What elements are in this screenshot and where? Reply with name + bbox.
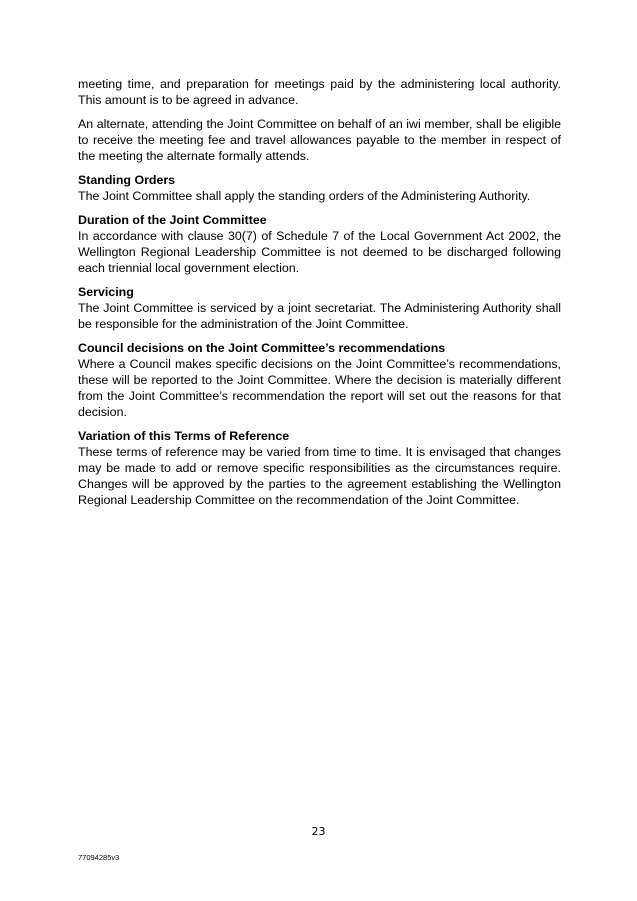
section-standing-orders — [78, 172, 561, 204]
section-servicing — [78, 284, 561, 332]
section-council-decisions — [78, 340, 561, 420]
section-heading: Duration of the Joint Committee — [78, 213, 267, 227]
page-number: 23 — [311, 825, 326, 838]
intro-paragraph: An alternate, attending the Joint Committee on behalf of an iwi member, shall be eligible to receive the meeting fee and travel allowances payable to the member in respect of the meeting the alternate formally attends. — [78, 117, 561, 163]
section-duration — [78, 212, 561, 276]
section-heading: Variation of this Terms of Reference — [78, 429, 290, 443]
section-body: In accordance with clause 30(7) of Schedule 7 of the Local Government Act 2002, the Wellington Regional Leadership Committee is not deemed to be discharged following each triennial local government election. — [78, 229, 561, 275]
section-heading: Servicing — [78, 285, 134, 299]
section-body: Where a Council makes specific decisions on the Joint Committee’s recommendations, these will be reported to the Joint Committee. Where the decision is materially different from the Joint Committee’s recommendation the report will set out the reasons for that decision. — [78, 357, 561, 419]
section-heading: Council decisions on the Joint Committee’s recommendations — [78, 341, 446, 355]
section-body: These terms of reference may be varied from time to time. It is envisaged that changes may be made to add or remove specific responsibilities as the circumstances require. Changes will be approved by the parties to the agreement establishing the Wellington Regional Leadership Committee on the recommendation of the Joint Committee. — [78, 445, 561, 507]
section-variation — [78, 428, 561, 508]
section-body: The Joint Committee shall apply the standing orders of the Administering Authority. — [78, 189, 531, 203]
section-body: The Joint Committee is serviced by a joint secretariat. The Administering Authority shall be responsible for the administration of the Joint Committee. — [78, 301, 561, 331]
document-id: 77094285v3 — [78, 853, 120, 862]
section-heading: Standing Orders — [78, 173, 176, 187]
document-body — [78, 76, 561, 516]
intro-paragraph: meeting time, and preparation for meetings paid by the administering local authority. This amount is to be agreed in advance. — [78, 77, 561, 107]
